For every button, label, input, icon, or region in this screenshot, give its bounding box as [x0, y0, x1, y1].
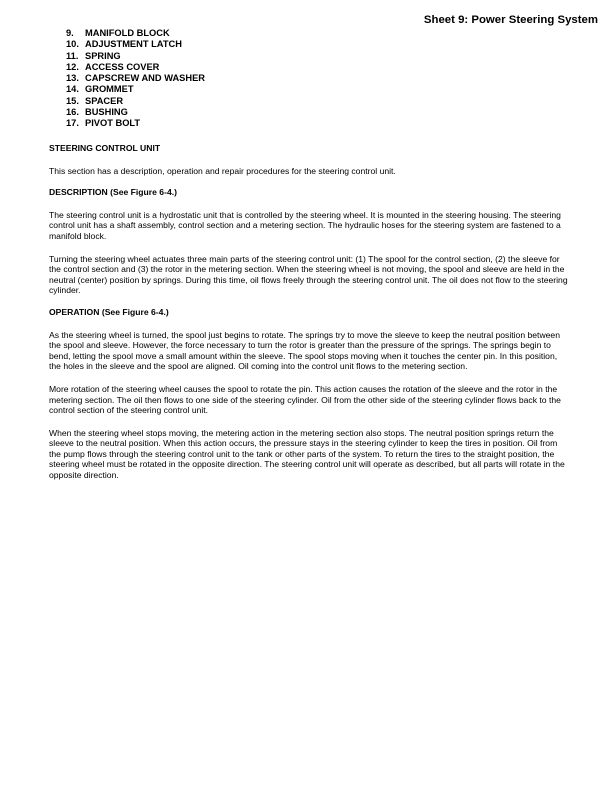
part-label: PIVOT BOLT	[85, 118, 141, 129]
list-item	[66, 39, 205, 50]
part-label: SPACER	[85, 95, 124, 106]
list-item	[66, 28, 205, 39]
part-number: 16.	[66, 107, 79, 118]
description-paragraph: The steering control unit is a hydrostatic unit that is controlled by the steering wheel. It is mounted in the steering housing. The steering control unit has a shaft assembly, control section and a metering section. The hydraulic hoses for the steering system are fastened to a manifold block.	[49, 209, 561, 241]
section-heading-steering-control-unit: STEERING CONTROL UNIT	[49, 143, 161, 153]
part-label: ACCESS COVER	[85, 61, 160, 72]
list-item	[66, 51, 205, 62]
list-item	[66, 118, 205, 129]
section-intro: This section has a description, operation and repair procedures for the steering control unit.	[49, 165, 396, 176]
parts-list	[66, 28, 205, 130]
operation-paragraph: As the steering wheel is turned, the spool just begins to rotate. The springs try to move the sleeve to keep the neutral position between the spool and sleeve. However, the force necessary to turn the rotor is greater than the pressure of the springs. The springs begin to bend, letting the spool move a small amount within the sleeve. The spool stops moving when it touches the center pin. In this position, the holes in the sleeve and the spool are aligned. Oil coming into the control unit flows to the metering section.	[49, 329, 560, 372]
part-number: 11.	[66, 50, 79, 61]
part-number: 10.	[66, 39, 79, 50]
document-body	[49, 143, 569, 481]
part-label: SPRING	[85, 50, 121, 61]
part-number: 9.	[66, 28, 74, 38]
operation-paragraph: When the steering wheel stops moving, the metering action in the metering section also stops. The neutral position springs return the sleeve to the neutral position. When this action occurs, the pressure stays in the steering cylinder to keep the tires in position. Oil from the pump flows through the steering control unit to the tank or other parts of the system. To return the tires to the straight position, the steering wheel must be rotated in the opposite direction. The steering control unit will operate as described, but all parts will rotate in the opposite direction.	[49, 427, 565, 481]
section-heading-operation: OPERATION (See Figure 6-4.)	[49, 306, 169, 317]
part-number: 17.	[66, 118, 79, 129]
part-number: 15.	[66, 95, 79, 106]
operation-paragraph: More rotation of the steering wheel causes the spool to rotate the pin. This action causes the rotation of the sleeve and the rotor in the metering section. The oil then flows to one side of the steering cylinder. Oil from the other side of the steering cylinder flows back to the control section of the steering control unit.	[49, 383, 561, 416]
description-paragraph: Turning the steering wheel actuates three main parts of the steering control unit: (1) The spool for the control section, (2) the sleeve for the control section and (3) the rotor in the metering section. When the steering wheel is not moving, the spool and sleeve are held in the neutral (center) position by springs. During this time, oil flows freely through the steering control unit. The oil does not flow to the steering cylinder.	[49, 253, 568, 296]
list-item	[66, 96, 205, 107]
list-item	[66, 73, 205, 84]
part-label: CAPSCREW AND WASHER	[85, 73, 206, 84]
part-label: ADJUSTMENT LATCH	[85, 39, 182, 50]
part-number: 14.	[66, 84, 79, 95]
part-number: 13.	[66, 73, 79, 84]
list-item	[66, 84, 205, 95]
part-label: MANIFOLD BLOCK	[85, 28, 170, 38]
part-label: BUSHING	[85, 107, 128, 118]
section-heading-description: DESCRIPTION (See Figure 6-4.)	[49, 187, 177, 198]
list-item	[66, 107, 205, 118]
part-number: 12.	[66, 61, 79, 72]
part-label: GROMMET	[85, 84, 134, 95]
list-item	[66, 62, 205, 73]
sheet-title: Sheet 9: Power Steering System	[423, 14, 598, 26]
